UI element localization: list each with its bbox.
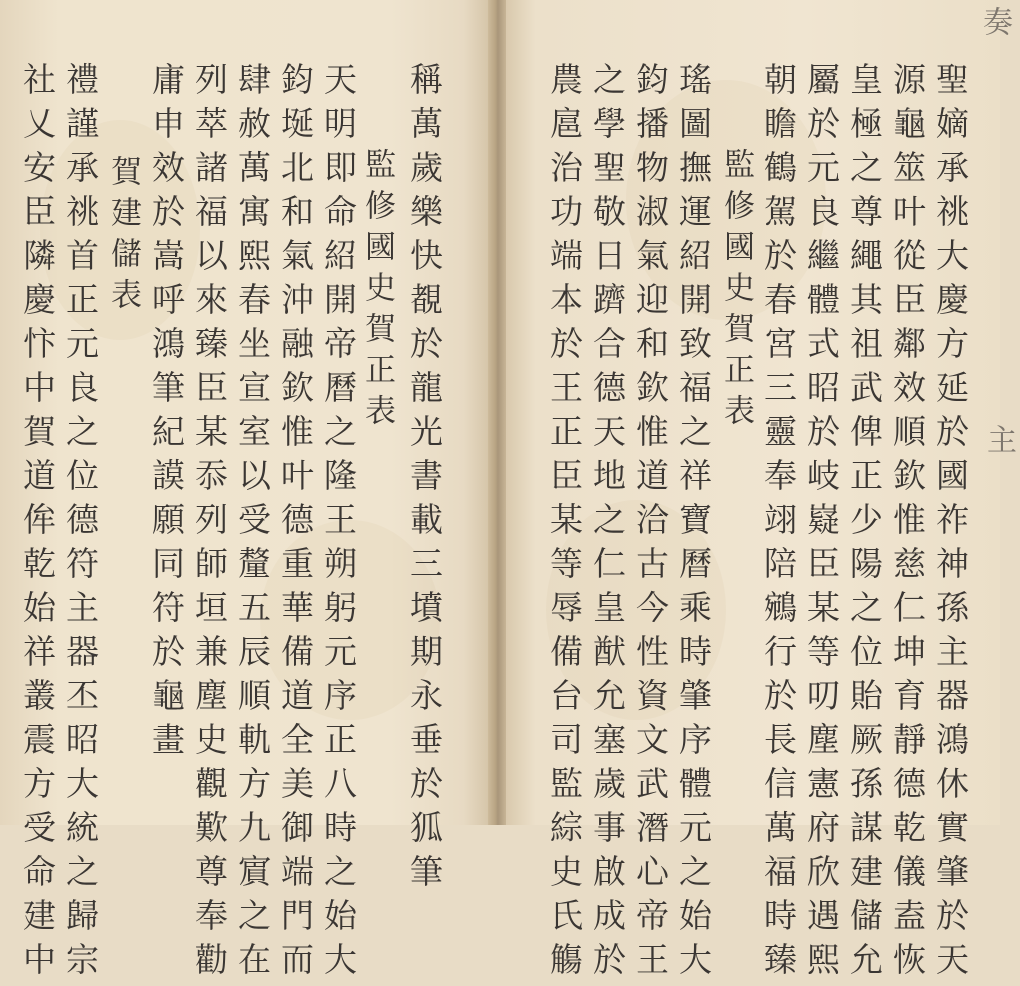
text-column: 朝瞻鶴駕於春宮三靈奉翊陪鵷行於長信萬福時臻 [759, 62, 798, 986]
text-column: 庸申效於嵩呼鴻筆紀謨願同符於龜畫 [147, 62, 186, 766]
left-page [0, 0, 488, 986]
text-column: 源龜筮叶從臣鄰效順欽惟慈仁坤育靜德乾儀盍恢 [888, 62, 927, 986]
text-column: 之學聖敬日躋合德天地之仁皇猷允塞歲事啟成於 [588, 62, 627, 986]
text-column: 肆赦萬寓熙春坐宣室以受釐五辰順軌方九賔之在 [233, 62, 272, 986]
text-column: 農扈治功端本於王正臣某等辱備台司監綜史氏觴 [545, 62, 584, 986]
section-heading: 監修國史賀正表 [359, 148, 395, 435]
text-column: 天明即命紹開帝曆之隆王朔躬元序正八時之始大 [319, 62, 358, 986]
text-column: 鈞埏北和氣沖融欽惟叶德重華備道全美御端門而 [276, 62, 315, 986]
text-column: 鈞播物淑氣迎和欽惟道洽古今性資文武潛心帝王 [631, 62, 670, 986]
book-gutter [488, 0, 506, 825]
text-column: 社乂安臣隣慶忭中賀道侔乾始祥叢震方受命建中 [18, 62, 57, 986]
section-heading: 賀建儲表 [105, 155, 141, 319]
text-column: 稱萬歲樂快覩於龍光書載三墳期永垂於狐筆 [405, 62, 444, 898]
text-column: 屬於元良繼體式昭於岐嶷臣某等叨塵憲府欣遇熙 [802, 62, 841, 986]
text-column: 皇極之尊繩其祖武俾正少陽之位貽厥孫謀建儲允 [845, 62, 884, 986]
edge-character: 主 [981, 424, 1016, 454]
section-heading: 監修國史賀正表 [718, 148, 754, 435]
text-column: 禮謹承祧首正元良之位德符主器丕昭大統之歸宗 [61, 62, 100, 986]
edge-character: 奏 [977, 6, 1012, 36]
text-column: 列萃諸福以來臻臣某忝列師垣兼塵史觀歎尊奉勸 [190, 62, 229, 986]
right-page [506, 0, 1016, 986]
text-column: 瑤圖撫運紹開致福之祥寶曆乘時肇序體元之始大 [674, 62, 713, 986]
text-column: 聖嫡承祧大慶方延於國祚神孫主器鴻休實肇於天 [931, 62, 970, 986]
